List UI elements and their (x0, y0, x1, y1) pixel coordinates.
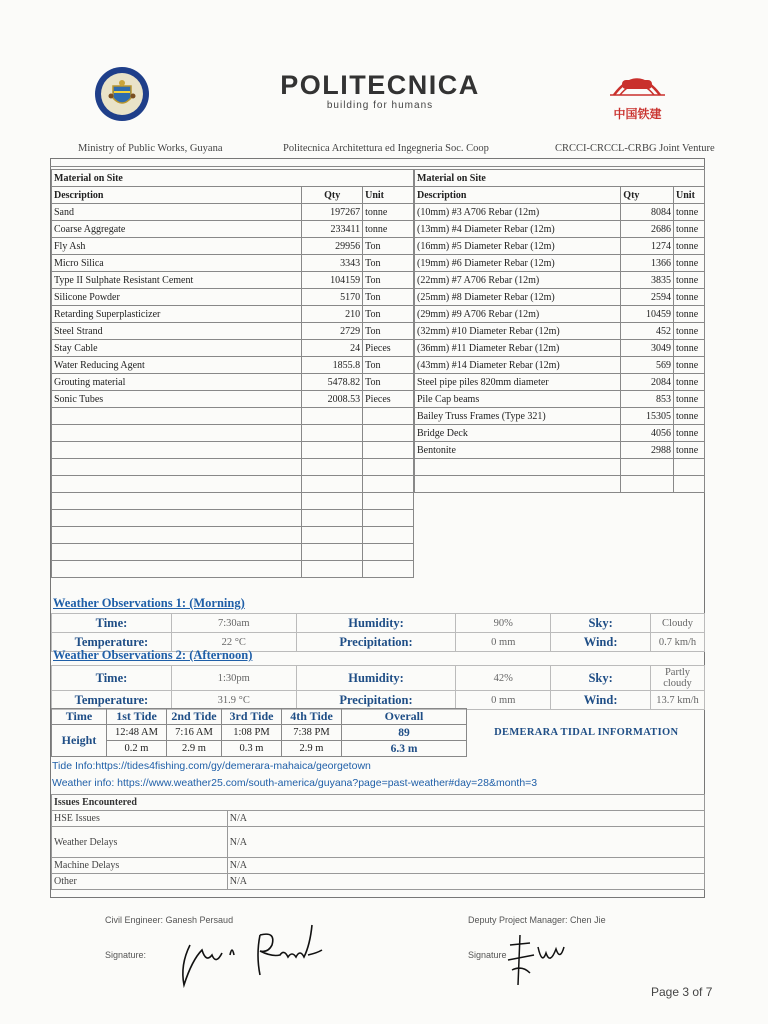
tide-height-1: 0.2 m (107, 741, 167, 757)
col-qty: Qty (302, 187, 363, 204)
material-unit: tonne (674, 238, 705, 255)
material-qty (302, 544, 363, 561)
tide-height-4: 2.9 m (282, 741, 342, 757)
material-row (52, 306, 414, 323)
sky-value: Cloudy (651, 614, 705, 633)
tide-time-1: 12:48 AM (107, 725, 167, 741)
temperature-value: 31.9 °C (171, 691, 296, 710)
material-row (415, 476, 705, 493)
weather-morning-table (51, 613, 705, 652)
tide-info-link[interactable]: Tide Info:https://tides4fishing.com/gy/demerara-mahaica/georgetown (52, 760, 371, 772)
material-desc (415, 476, 621, 493)
material-desc (52, 476, 302, 493)
humidity-label: Humidity: (296, 666, 456, 691)
material-row (415, 357, 705, 374)
material-unit: Pieces (363, 340, 414, 357)
material-qty: 29956 (302, 238, 363, 255)
tide-header-2nd: 2nd Tide (167, 709, 222, 725)
material-qty: 2686 (621, 221, 674, 238)
ministry-seal-icon (94, 66, 150, 122)
tide-overall-count: 89 (342, 725, 467, 741)
material-desc: Sonic Tubes (52, 391, 302, 408)
material-desc: Water Reducing Agent (52, 357, 302, 374)
material-unit: tonne (674, 442, 705, 459)
material-qty: 15305 (621, 408, 674, 425)
material-qty: 853 (621, 391, 674, 408)
material-unit: tonne (674, 340, 705, 357)
material-qty (302, 561, 363, 578)
material-qty: 2988 (621, 442, 674, 459)
material-row (415, 272, 705, 289)
material-unit (363, 544, 414, 561)
material-row (415, 323, 705, 340)
material-row (52, 340, 414, 357)
material-qty: 5478.82 (302, 374, 363, 391)
material-qty: 8084 (621, 204, 674, 221)
org-left: Ministry of Public Works, Guyana (78, 143, 223, 154)
material-desc (52, 561, 302, 578)
material-desc (52, 459, 302, 476)
org-center: Politecnica Architettura ed Ingegneria Soc. Coop (283, 143, 489, 154)
material-desc: (13mm) #4 Diameter Rebar (12m) (415, 221, 621, 238)
temperature-value: 22 °C (171, 633, 296, 652)
material-desc (52, 442, 302, 459)
material-qty (302, 493, 363, 510)
material-row (52, 510, 414, 527)
material-qty: 2008.53 (302, 391, 363, 408)
material-unit: tonne (674, 289, 705, 306)
material-row (415, 340, 705, 357)
issue-label: Weather Delays (52, 827, 228, 858)
material-qty: 569 (621, 357, 674, 374)
material-row (415, 391, 705, 408)
material-unit (363, 561, 414, 578)
civil-engineer-role: Civil Engineer: Ganesh Persaud (105, 915, 234, 925)
temperature-label: Temperature: (52, 691, 172, 710)
material-unit (363, 459, 414, 476)
material-unit: Ton (363, 272, 414, 289)
material-qty (302, 510, 363, 527)
brand-name: POLITECNICA (280, 70, 480, 100)
material-desc (52, 527, 302, 544)
material-desc: Coarse Aggregate (52, 221, 302, 238)
materials-table-right (414, 169, 705, 493)
time-label: Time: (52, 614, 172, 633)
material-desc (415, 459, 621, 476)
material-row (52, 289, 414, 306)
materials-table-left (51, 169, 414, 578)
material-qty (302, 425, 363, 442)
wind-value: 13.7 km/h (651, 691, 705, 710)
material-unit: tonne (674, 391, 705, 408)
material-unit (674, 459, 705, 476)
material-unit: tonne (363, 204, 414, 221)
material-qty: 2729 (302, 323, 363, 340)
humidity-label: Humidity: (296, 614, 456, 633)
brand-block (260, 70, 500, 111)
material-desc: Micro Silica (52, 255, 302, 272)
material-qty (621, 459, 674, 476)
material-unit (363, 408, 414, 425)
material-qty: 10459 (621, 306, 674, 323)
page-number: Page 3 of 7 (651, 985, 713, 999)
material-desc: (16mm) #5 Diameter Rebar (12m) (415, 238, 621, 255)
material-unit: tonne (363, 221, 414, 238)
material-desc: Bridge Deck (415, 425, 621, 442)
material-desc: (29mm) #9 A706 Rebar (12m) (415, 306, 621, 323)
material-unit: tonne (674, 204, 705, 221)
material-row (415, 374, 705, 391)
material-desc: Fly Ash (52, 238, 302, 255)
temperature-label: Temperature: (52, 633, 172, 652)
material-desc: (32mm) #10 Diameter Rebar (12m) (415, 323, 621, 340)
material-desc (52, 544, 302, 561)
material-row (415, 221, 705, 238)
material-qty: 1274 (621, 238, 674, 255)
material-row (415, 204, 705, 221)
material-unit: Ton (363, 357, 414, 374)
material-row (52, 527, 414, 544)
issue-value: N/A (227, 811, 704, 827)
material-unit (363, 442, 414, 459)
material-row (415, 425, 705, 442)
material-row (52, 255, 414, 272)
material-unit: tonne (674, 255, 705, 272)
material-unit (363, 476, 414, 493)
material-qty: 3835 (621, 272, 674, 289)
tide-time-2: 7:16 AM (167, 725, 222, 741)
wind-label: Wind: (551, 691, 651, 710)
tide-info-title: DEMERARA TIDAL INFORMATION (467, 709, 706, 757)
material-unit: tonne (674, 323, 705, 340)
tide-header-time: Time (52, 709, 107, 725)
issue-value: N/A (227, 858, 704, 874)
material-qty: 24 (302, 340, 363, 357)
material-unit: Ton (363, 289, 414, 306)
material-qty: 1855.8 (302, 357, 363, 374)
material-qty: 210 (302, 306, 363, 323)
material-unit (363, 425, 414, 442)
sky-label: Sky: (551, 666, 651, 691)
material-qty: 4056 (621, 425, 674, 442)
issue-value: N/A (227, 874, 704, 890)
material-unit: tonne (674, 374, 705, 391)
height-label: Height (52, 725, 107, 757)
material-desc: Sand (52, 204, 302, 221)
material-row (52, 544, 414, 561)
col-unit: Unit (674, 187, 705, 204)
material-row (415, 442, 705, 459)
precipitation-value: 0 mm (456, 633, 551, 652)
deputy-pm-role: Deputy Project Manager: Chen Jie (468, 915, 606, 925)
material-desc: (43mm) #14 Diameter Rebar (12m) (415, 357, 621, 374)
tide-time-3: 1:08 PM (222, 725, 282, 741)
material-desc (52, 408, 302, 425)
material-unit (674, 476, 705, 493)
tide-header-3rd: 3rd Tide (222, 709, 282, 725)
material-row (415, 306, 705, 323)
material-desc (52, 510, 302, 527)
sky-label: Sky: (551, 614, 651, 633)
material-unit: Ton (363, 238, 414, 255)
tide-header-1st: 1st Tide (107, 709, 167, 725)
material-unit: tonne (674, 306, 705, 323)
brand-tagline: building for humans (326, 100, 434, 111)
material-unit (363, 493, 414, 510)
precipitation-label: Precipitation: (296, 633, 456, 652)
weather-afternoon-table (51, 665, 705, 710)
issues-title: Issues Encountered (52, 795, 705, 811)
material-row (52, 323, 414, 340)
material-unit: Ton (363, 374, 414, 391)
material-qty (302, 459, 363, 476)
humidity-value: 42% (456, 666, 551, 691)
crcc-emblem-icon (600, 70, 675, 100)
handwritten-signature-right (500, 925, 580, 1000)
material-qty: 104159 (302, 272, 363, 289)
material-desc: Retarding Superplasticizer (52, 306, 302, 323)
header-divider (50, 166, 705, 167)
material-unit (363, 510, 414, 527)
material-unit: Pieces (363, 391, 414, 408)
material-qty (302, 476, 363, 493)
material-desc (52, 425, 302, 442)
signature-label-right: Signature (468, 950, 507, 960)
material-row (415, 289, 705, 306)
material-desc: (19mm) #6 Diameter Rebar (12m) (415, 255, 621, 272)
issue-value: N/A (227, 827, 704, 858)
material-row (52, 561, 414, 578)
tide-height-3: 0.3 m (222, 741, 282, 757)
material-qty: 2594 (621, 289, 674, 306)
humidity-value: 90% (456, 614, 551, 633)
material-qty: 5170 (302, 289, 363, 306)
material-row (52, 357, 414, 374)
material-row (52, 476, 414, 493)
material-desc: (10mm) #3 A706 Rebar (12m) (415, 204, 621, 221)
material-qty: 3049 (621, 340, 674, 357)
issue-label: HSE Issues (52, 811, 228, 827)
tide-height-2: 2.9 m (167, 741, 222, 757)
material-desc: Steel Strand (52, 323, 302, 340)
material-unit: tonne (674, 357, 705, 374)
wind-label: Wind: (551, 633, 651, 652)
material-row (52, 408, 414, 425)
precipitation-value: 0 mm (456, 691, 551, 710)
precipitation-label: Precipitation: (296, 691, 456, 710)
material-unit: Ton (363, 323, 414, 340)
material-qty (302, 408, 363, 425)
material-qty (302, 527, 363, 544)
col-unit: Unit (363, 187, 414, 204)
material-row (52, 221, 414, 238)
weather-info-link[interactable]: Weather info: https://www.weather25.com/south-america/guyana?page=past-weather#day=28&month=3 (52, 777, 538, 789)
material-row (52, 391, 414, 408)
material-qty: 233411 (302, 221, 363, 238)
org-right: CRCCI-CRCCL-CRBG Joint Venture (555, 143, 715, 154)
material-desc: Bentonite (415, 442, 621, 459)
time-label: Time: (52, 666, 172, 691)
material-row (415, 255, 705, 272)
signature-label-left: Signature: (105, 950, 147, 960)
issue-label: Machine Delays (52, 858, 228, 874)
materials-title: Material on Site (415, 170, 705, 187)
material-qty: 3343 (302, 255, 363, 272)
material-desc: Steel pipe piles 820mm diameter (415, 374, 621, 391)
material-row (52, 442, 414, 459)
material-row (52, 459, 414, 476)
crcc-logo-text: 中国铁建 (613, 107, 662, 121)
material-row (52, 272, 414, 289)
material-row (52, 374, 414, 391)
material-row (415, 459, 705, 476)
tide-table (51, 708, 706, 757)
material-desc: (25mm) #8 Diameter Rebar (12m) (415, 289, 621, 306)
material-qty: 2084 (621, 374, 674, 391)
time-value: 7:30am (171, 614, 296, 633)
material-qty: 197267 (302, 204, 363, 221)
tide-header-4th: 4th Tide (282, 709, 342, 725)
material-row (52, 425, 414, 442)
material-desc: (22mm) #7 A706 Rebar (12m) (415, 272, 621, 289)
weather-afternoon-title: Weather Observations 2: (Afternoon) (53, 648, 253, 662)
material-qty: 452 (621, 323, 674, 340)
material-desc: Pile Cap beams (415, 391, 621, 408)
material-qty: 1366 (621, 255, 674, 272)
col-description: Description (52, 187, 302, 204)
material-row (415, 238, 705, 255)
material-row (52, 238, 414, 255)
col-qty: Qty (621, 187, 674, 204)
material-unit: Ton (363, 306, 414, 323)
material-row (52, 493, 414, 510)
material-desc: Stay Cable (52, 340, 302, 357)
material-desc: Bailey Truss Frames (Type 321) (415, 408, 621, 425)
material-unit: tonne (674, 272, 705, 289)
weather-morning-title: Weather Observations 1: (Morning) (53, 596, 245, 610)
handwritten-signature-left (172, 905, 332, 995)
material-desc: Type II Sulphate Resistant Cement (52, 272, 302, 289)
material-row (52, 204, 414, 221)
material-qty (621, 476, 674, 493)
material-unit: tonne (674, 425, 705, 442)
material-desc: Silicone Powder (52, 289, 302, 306)
material-desc: (36mm) #11 Diameter Rebar (12m) (415, 340, 621, 357)
tide-header-overall: Overall (342, 709, 467, 725)
material-unit (363, 527, 414, 544)
time-value: 1:30pm (171, 666, 296, 691)
material-desc (52, 493, 302, 510)
material-unit: tonne (674, 408, 705, 425)
material-desc: Grouting material (52, 374, 302, 391)
issue-label: Other (52, 874, 228, 890)
tide-time-4: 7:38 PM (282, 725, 342, 741)
material-qty (302, 442, 363, 459)
material-unit: Ton (363, 255, 414, 272)
material-unit: tonne (674, 221, 705, 238)
sky-value: Partly cloudy (651, 666, 705, 691)
issues-table (51, 794, 705, 890)
wind-value: 0.7 km/h (651, 633, 705, 652)
material-row (415, 408, 705, 425)
col-description: Description (415, 187, 621, 204)
tide-overall-height: 6.3 m (342, 741, 467, 757)
crcc-logo (600, 70, 675, 121)
materials-title: Material on Site (52, 170, 414, 187)
